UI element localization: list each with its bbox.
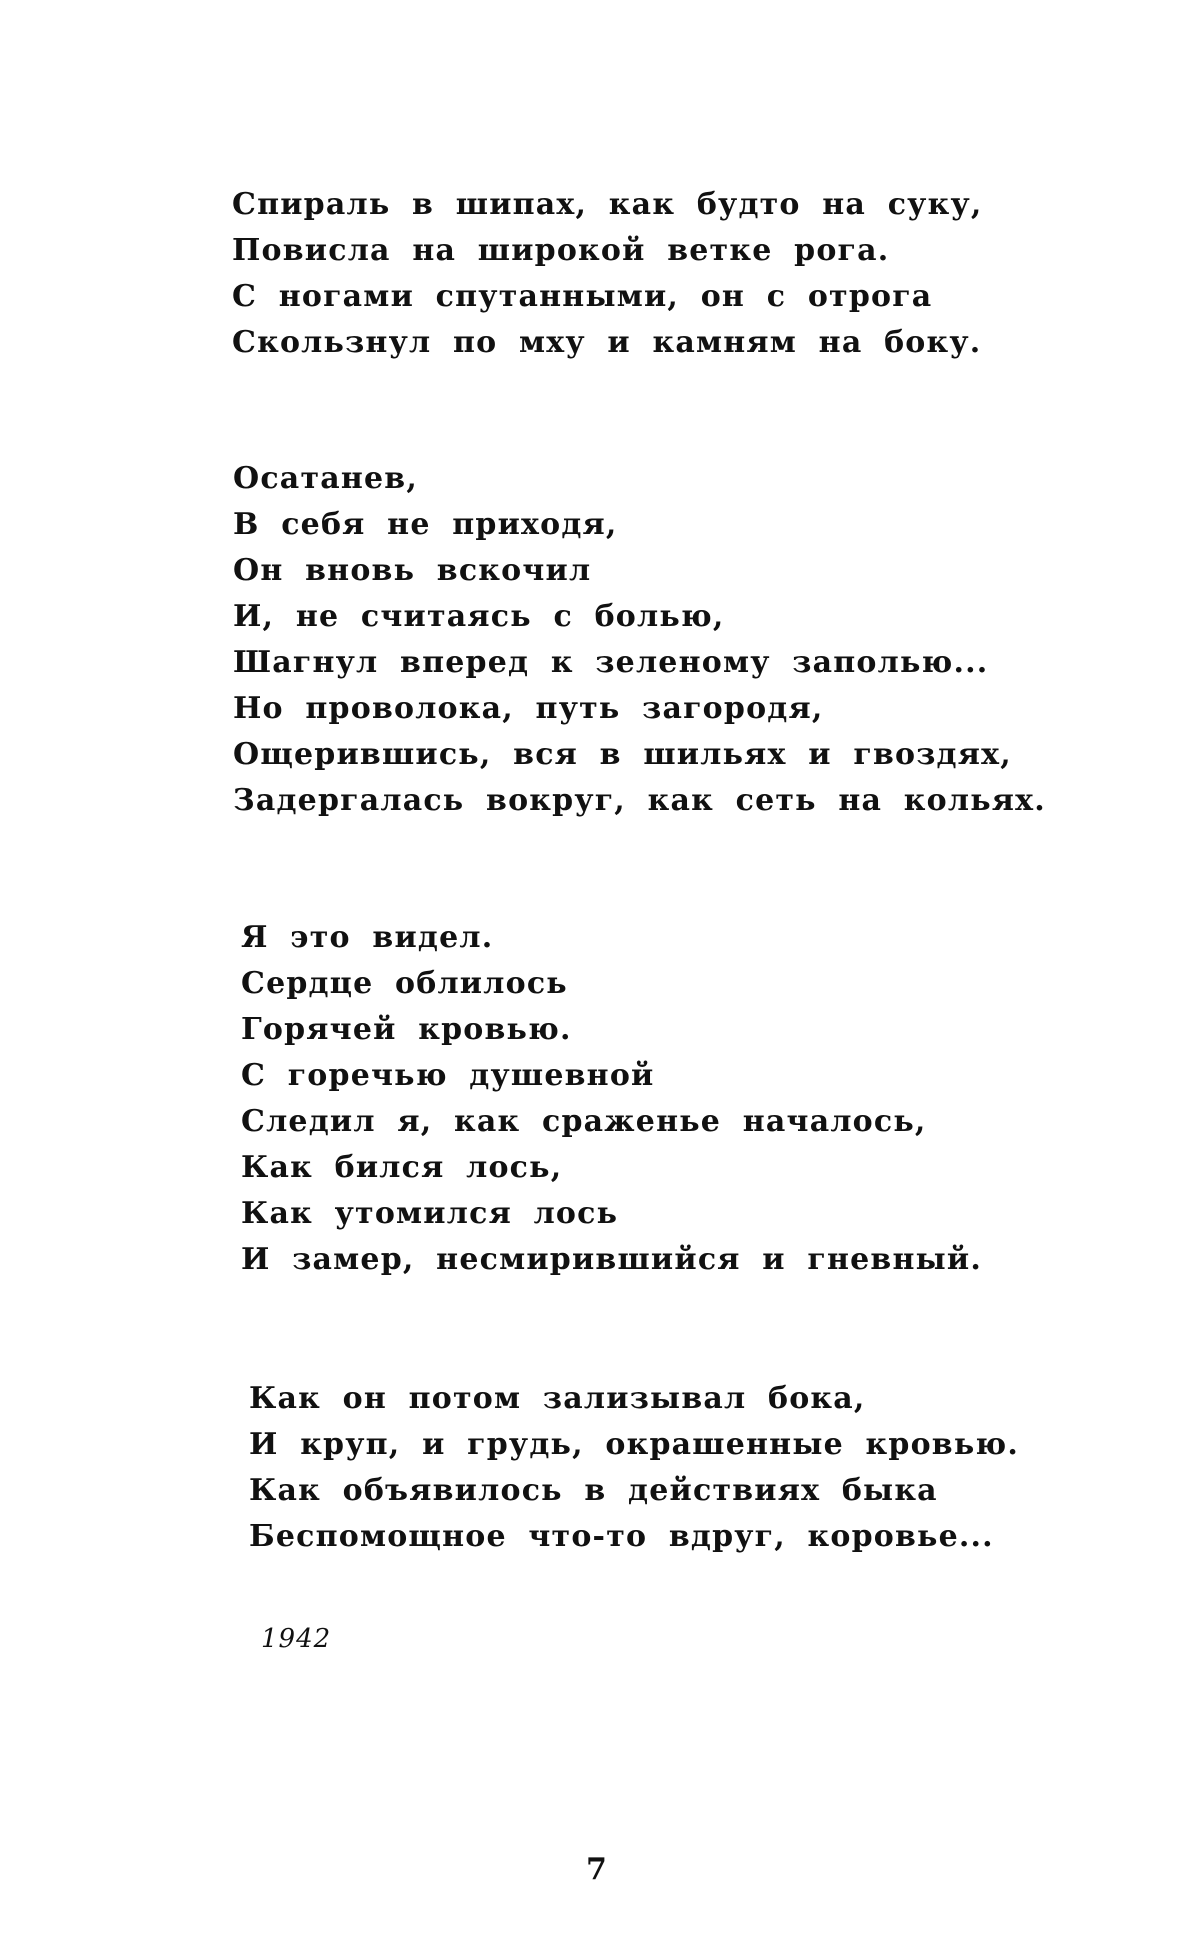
- poem-line: Как бился лось,: [241, 1150, 563, 1185]
- stanza-4: [249, 1376, 1019, 1560]
- poem-line: Ощерившись, вся в шильях и гвоздях,: [233, 737, 1012, 772]
- page-number: 7: [586, 1852, 607, 1887]
- poem-line: И замер, несмирившийся и гневный.: [241, 1242, 982, 1277]
- poem-line: И, не считаясь с болью,: [233, 599, 725, 634]
- poem-line: С горечью душевной: [241, 1058, 655, 1093]
- poem-line: Шагнул вперед к зеленому заполью...: [233, 645, 989, 680]
- stanza-3: [241, 915, 982, 1283]
- poem-line: Он вновь вскочил: [233, 553, 592, 588]
- poem-line: В себя не приходя,: [233, 507, 618, 542]
- poem-line: Беспомощное что-то вдруг, коровье...: [249, 1519, 994, 1554]
- poem-line: Задергалась вокруг, как сеть на кольях.: [233, 783, 1046, 818]
- poem-line: Скользнул по мху и камням на боку.: [232, 325, 982, 360]
- poem-line: Следил я, как сраженье началось,: [241, 1104, 927, 1139]
- poem-line: Как объявилось в действиях быка: [249, 1473, 938, 1508]
- poem-line: Сердце облилось: [241, 966, 568, 1001]
- poem-line: С ногами спутанными, он с отрога: [232, 279, 933, 314]
- stanza-1: [232, 182, 983, 366]
- poem-line: Спираль в шипах, как будто на суку,: [232, 187, 983, 222]
- poem-line: Горячей кровью.: [241, 1012, 572, 1047]
- poem-line: И круп, и грудь, окрашенные кровью.: [249, 1427, 1019, 1462]
- poem-line: Осатанев,: [233, 461, 418, 496]
- poem-line: Я это видел.: [241, 920, 494, 955]
- poem-line: Повисла на широкой ветке рога.: [232, 233, 890, 268]
- stanza-2: [233, 456, 1046, 824]
- poem-line: Но проволока, путь загородя,: [233, 691, 824, 726]
- poem-line: Как утомился лось: [241, 1196, 619, 1231]
- poem-line: Как он потом зализывал бока,: [249, 1381, 866, 1416]
- poem-year: 1942: [261, 1624, 332, 1654]
